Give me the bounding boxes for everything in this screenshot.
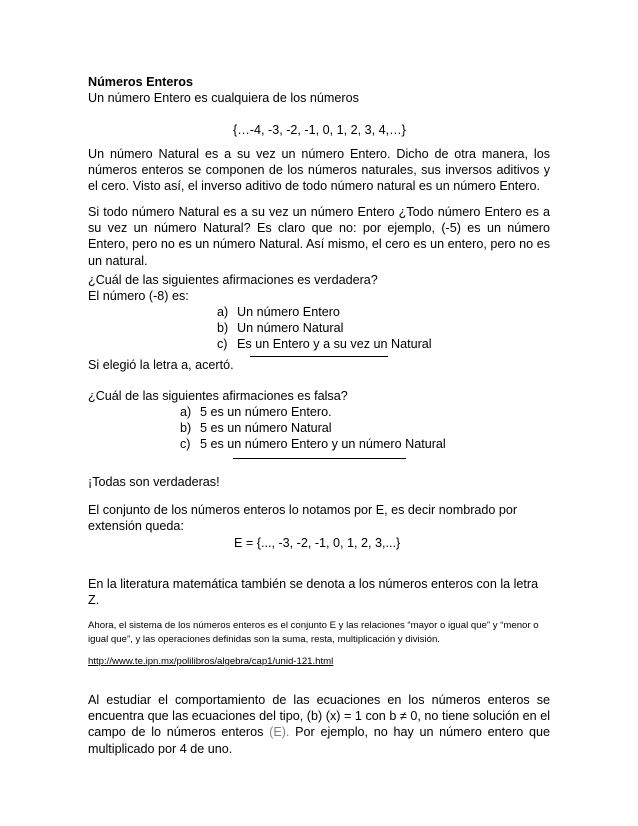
paragraph-equations: [88, 692, 550, 757]
question-2-answer: ¡Todas son verdaderas!: [88, 475, 220, 489]
integer-set-display: {…-4, -3, -2, -1, 0, 1, 2, 3, 4,…}: [233, 123, 406, 137]
option-b: [217, 320, 517, 336]
option-text: 5 es un número Entero.: [200, 405, 332, 419]
option-a: [180, 404, 500, 420]
option-text: 5 es un número Natural: [200, 421, 332, 436]
option-a: [217, 304, 517, 320]
option-letter: c): [217, 337, 228, 352]
option-letter: a): [217, 305, 229, 319]
paragraph-natural-integer: Un número Natural es a su vez un número Entero. Dicho de otra manera, los números enteros se componen de los números naturales, sus inversos aditivos y el cero. Visto así, el inverso aditivo de todo número natural es un número Entero.: [88, 147, 550, 194]
set-E-display: E = {..., -3, -2, -1, 0, 1, 2, 3,...}: [234, 536, 401, 550]
paragraph-set-notation: El conjunto de los números enteros lo notamos por E, es decir nombrado por extensión queda:: [88, 503, 518, 534]
equations-highlight: (E).: [269, 725, 290, 740]
question-2-text: ¿Cuál de las siguientes afirmaciones es falsa?: [88, 389, 348, 403]
equations-text: Al estudiar el comportamiento de las ecuaciones en los números enteros se encuentra que las ecuaciones del tipo, (b) (x) = 1 con b ≠ 0, no tiene solución en el campo de lo números enteros: [88, 693, 550, 740]
option-c: [217, 336, 517, 352]
option-letter: b): [180, 421, 192, 436]
question-1-options: [217, 304, 517, 353]
option-letter: c): [180, 437, 191, 452]
option-b: [180, 420, 500, 436]
question-1-stem: El número (-8) es:: [88, 289, 189, 304]
intro-block: [88, 74, 550, 106]
intro-text: Un número Entero es cualquiera de los números: [88, 91, 359, 106]
option-text: Es un Entero y a su vez un Natural: [237, 337, 432, 352]
paragraph-question-natural: Si todo número Natural es a su vez un número Entero ¿Todo número Entero es a su vez un número Natural? Es claro que no: por ejemplo, (-5) es un número Entero, pero no es un número Natural. Así mismo, el cero es un entero, pero no es un natural.: [88, 205, 550, 268]
option-text: Un número Entero: [237, 305, 340, 319]
option-letter: b): [217, 321, 229, 336]
option-letter: a): [180, 405, 192, 419]
equations-text-end: Por ejemplo, no hay un número entero que multiplicado por 4 de uno.: [88, 725, 551, 756]
paragraph-letter-Z: En la literatura matemática también se denota a los números enteros con la letra Z.: [88, 577, 539, 608]
option-c: [180, 436, 500, 452]
reference-link[interactable]: http://www.te.ipn.mx/polilibros/algebra/cap1/unid-121.html: [88, 656, 334, 667]
small-note: Ahora, el sistema de los números enteros es el conjunto E y las relaciones “mayor o igual que” y “menor o igual que”, y las operaciones definidas son la suma, resta, multiplicación y división.: [88, 620, 539, 645]
option-text: 5 es un número Entero y un número Natural: [200, 437, 446, 452]
question-1-text: ¿Cuál de las siguientes afirmaciones es verdadera?: [88, 273, 378, 287]
section-title: Números Enteros: [88, 75, 193, 89]
question-1-answer: Si elegió la letra a, acertó.: [88, 358, 234, 372]
option-text: Un número Natural: [237, 321, 344, 336]
question-1: [88, 272, 550, 304]
answer-divider-2: [233, 458, 406, 459]
question-2-options: [180, 404, 500, 453]
